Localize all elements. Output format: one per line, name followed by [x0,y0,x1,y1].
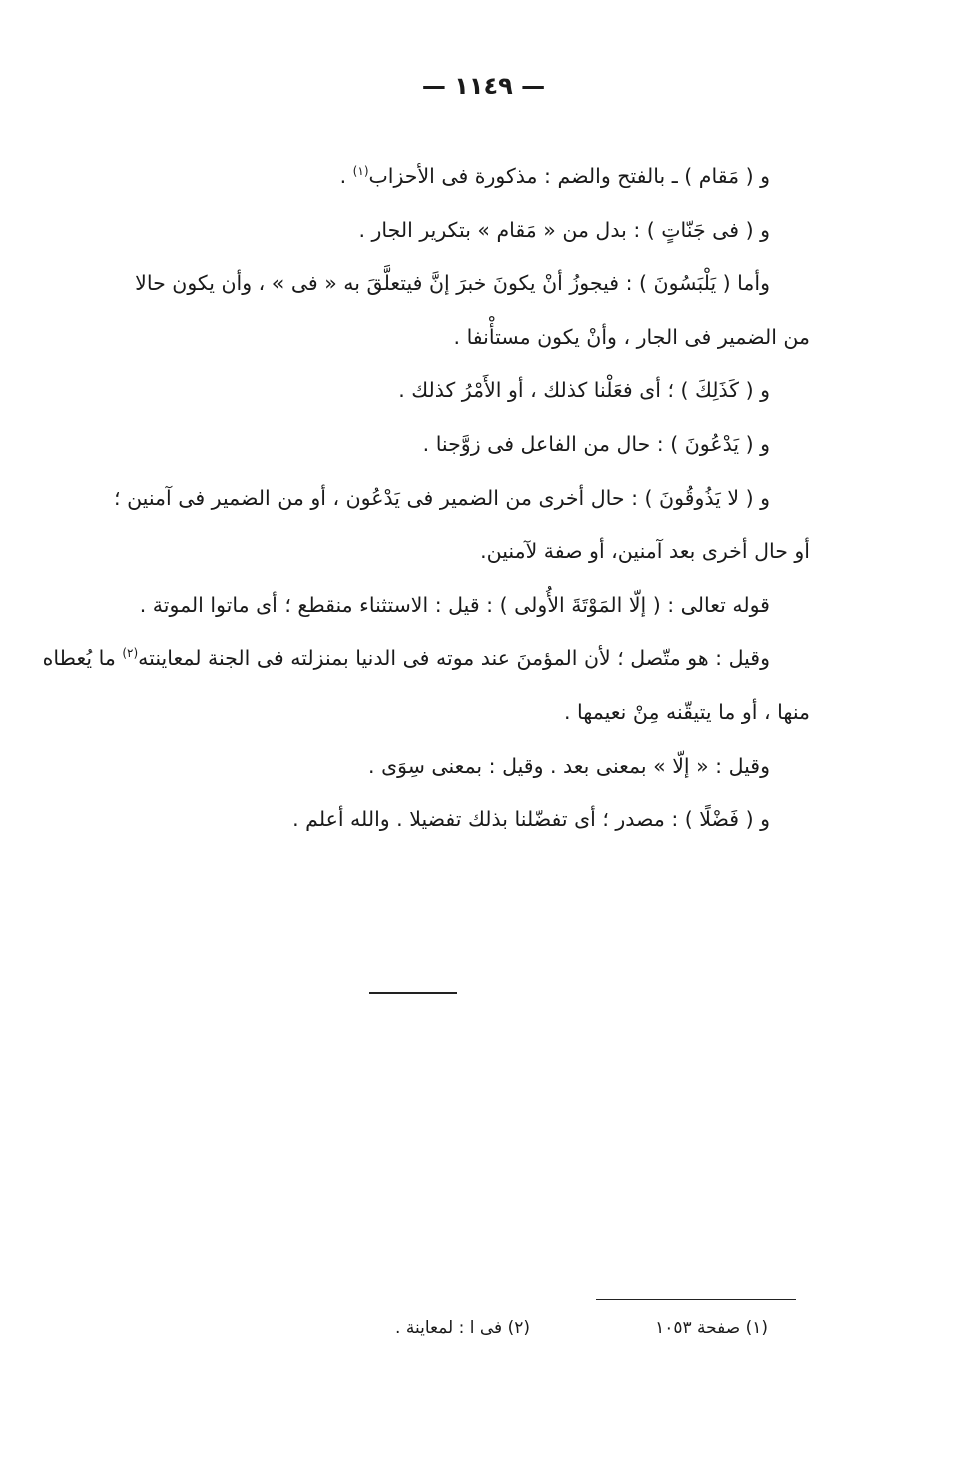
text-line: و ( مَقام ) ـ بالفتح والضم : مذكورة فى الأحزاب$^{(١)}$ . [339,164,770,188]
text-line: أو حال أخرى بعد آمنين، أو صفة لآمنين. [480,539,810,564]
text-line: و ( يَدْعُونَ ) : حال من الفاعل فى زوَّجنا . [422,431,770,456]
footnote-2: (٢) فى ا : لمعاينة . [395,1318,530,1338]
footnote-separator [596,1299,796,1300]
text-line: و ( لا يَذُوقُونَ ) : حال أخرى من الضمير فى يَدْعُون ، أو من الضمير فى آمنين ؛ [114,485,770,510]
footnote-ref: (٢) [122,646,139,661]
text-line: وقيل : هو متّصل ؛ لأن المؤمنَ عند موته فى الدنيا بمنزلته فى الجنة لمعاينته$^{(٢)}$ ما يُعطاه [42,646,770,671]
text-line: من الضمير فى الجار ، وأنْ يكون مستأْنفا . [453,324,810,349]
text-line: و ( كَذَلِكَ ) ؛ أى فعَلْنا كذلك ، أو الأَمْرُ كذلك . [398,378,770,403]
text-line: وقيل : « إلّا » بمعنى بعد . وقيل : بمعنى سِوَى . [368,753,770,778]
text-line: منها ، أو ما يتيقّنه مِنْ نعيمها . [564,699,810,724]
section-end-rule [369,992,457,994]
footnote-1: (١) صفحة ١٠٥٣ [655,1318,768,1338]
text-line: وأما ( يَلْبَسُونَ ) : فيجوزُ أنْ يكونَ خبرَ إنَّ فيتعلَّقَ به « فى » ، وأن يكون حالا [135,271,770,296]
text-line: و ( فَضْلًا ) : مصدر ؛ أى تفضّلنا بذلك تفضيلا . والله أعلم . [292,807,770,832]
body-text [38,150,810,847]
footnote-ref: (١) [352,164,369,179]
text-line: قوله تعالى : ( إلّا المَوْتَةَ الأُولى ) : قيل : الاستثناء منقطع ؛ أى ماتوا الموتة . [139,592,770,617]
text-line: و ( فى جَنّاتٍ ) : بدل من « مَقام » بتكرير الجار . [358,217,770,242]
page-number: — ١١٤٩ — [421,72,546,100]
